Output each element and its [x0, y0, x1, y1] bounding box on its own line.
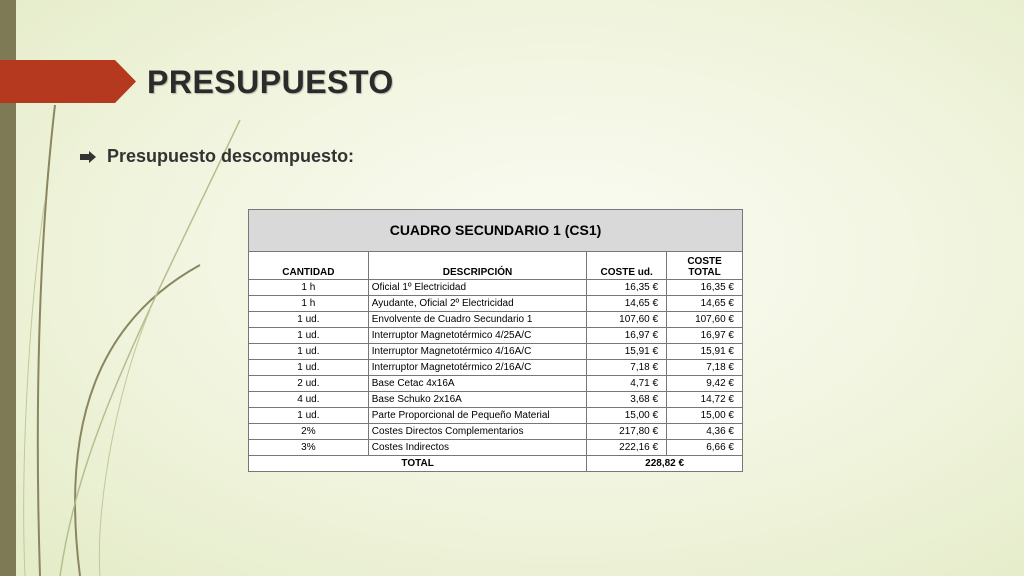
title-arrow-shape: [0, 60, 136, 103]
cell-descripcion: Interruptor Magnetotérmico 2/16A/C: [368, 360, 586, 376]
cell-cantidad: 1 ud.: [249, 312, 369, 328]
table-row: [249, 328, 743, 344]
cell-coste-total: 15,91 €: [667, 344, 743, 360]
cell-coste-ud: 15,00 €: [587, 408, 667, 424]
cell-coste-ud: 217,80 €: [587, 424, 667, 440]
cell-descripcion: Base Cetac 4x16A: [368, 376, 586, 392]
cell-cantidad: 1 ud.: [249, 344, 369, 360]
cell-coste-ud: 14,65 €: [587, 296, 667, 312]
cell-coste-ud: 15,91 €: [587, 344, 667, 360]
table-row: [249, 280, 743, 296]
cell-descripcion: Costes Directos Complementarios: [368, 424, 586, 440]
cell-cantidad: 2%: [249, 424, 369, 440]
total-label: TOTAL: [249, 456, 587, 472]
bullet-item: [80, 146, 354, 167]
cell-coste-total: 15,00 €: [667, 408, 743, 424]
total-value: 228,82 €: [587, 456, 743, 472]
table-row: [249, 296, 743, 312]
cell-coste-ud: 3,68 €: [587, 392, 667, 408]
cell-descripcion: Ayudante, Oficial 2º Electricidad: [368, 296, 586, 312]
header-coste-total: COSTE TOTAL: [667, 252, 743, 280]
cell-coste-total: 107,60 €: [667, 312, 743, 328]
cell-coste-ud: 4,71 €: [587, 376, 667, 392]
cell-coste-total: 7,18 €: [667, 360, 743, 376]
cell-coste-ud: 16,35 €: [587, 280, 667, 296]
cell-cantidad: 1 ud.: [249, 360, 369, 376]
table-row: [249, 376, 743, 392]
cell-cantidad: 2 ud.: [249, 376, 369, 392]
arrow-bullet-icon: [80, 151, 96, 163]
cell-coste-total: 4,36 €: [667, 424, 743, 440]
cell-coste-total: 6,66 €: [667, 440, 743, 456]
table-caption: CUADRO SECUNDARIO 1 (CS1): [249, 210, 743, 252]
cell-descripcion: Envolvente de Cuadro Secundario 1: [368, 312, 586, 328]
table-row: [249, 424, 743, 440]
page-title: PRESUPUESTO: [147, 64, 394, 100]
cell-coste-total: 14,65 €: [667, 296, 743, 312]
cell-cantidad: 3%: [249, 440, 369, 456]
table-header-row: [249, 252, 743, 280]
table-caption-row: [249, 210, 743, 252]
cell-coste-total: 16,97 €: [667, 328, 743, 344]
cell-cantidad: 1 ud.: [249, 328, 369, 344]
cell-descripcion: Interruptor Magnetotérmico 4/16A/C: [368, 344, 586, 360]
cell-coste-ud: 222,16 €: [587, 440, 667, 456]
cell-descripcion: Costes Indirectos: [368, 440, 586, 456]
cell-descripcion: Parte Proporcional de Pequeño Material: [368, 408, 586, 424]
header-cantidad: CANTIDAD: [249, 252, 369, 280]
cell-coste-ud: 7,18 €: [587, 360, 667, 376]
table-total-row: [249, 456, 743, 472]
cell-cantidad: 1 h: [249, 296, 369, 312]
cell-coste-ud: 16,97 €: [587, 328, 667, 344]
cell-descripcion: Interruptor Magnetotérmico 4/25A/C: [368, 328, 586, 344]
header-coste-ud: COSTE ud.: [587, 252, 667, 280]
table-row: [249, 344, 743, 360]
table-row: [249, 360, 743, 376]
bullet-text: Presupuesto descompuesto:: [107, 146, 355, 166]
budget-table: [248, 209, 743, 472]
cell-descripcion: Oficial 1º Electricidad: [368, 280, 586, 296]
cell-coste-total: 16,35 €: [667, 280, 743, 296]
cell-cantidad: 1 h: [249, 280, 369, 296]
cell-cantidad: 1 ud.: [249, 408, 369, 424]
cell-descripcion: Base Schuko 2x16A: [368, 392, 586, 408]
table-row: [249, 312, 743, 328]
table-row: [249, 392, 743, 408]
cell-coste-total: 14,72 €: [667, 392, 743, 408]
cell-cantidad: 4 ud.: [249, 392, 369, 408]
cell-coste-ud: 107,60 €: [587, 312, 667, 328]
header-descripcion: DESCRIPCIÓN: [368, 252, 586, 280]
cell-coste-total: 9,42 €: [667, 376, 743, 392]
table-row: [249, 408, 743, 424]
table-row: [249, 440, 743, 456]
